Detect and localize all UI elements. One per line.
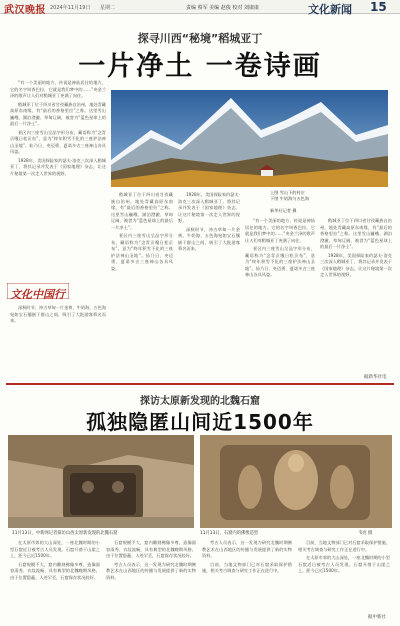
story1-paragraph: “有一个美丽的地方，传说是神仙居住的地方。它的名字叫香巴拉，它就是我们梦中的……”央金兰泽的歌声让人们对稻城亚丁充满了向往。 xyxy=(10,80,106,98)
story1-column-1b xyxy=(10,305,106,375)
section-divider xyxy=(6,383,394,385)
story2-column-3 xyxy=(202,540,292,612)
grotto-photo-interior xyxy=(200,435,392,528)
issue-weekday: 星期二 xyxy=(100,5,116,11)
page-number: 15 xyxy=(370,0,387,14)
photo2-caption-right: 11月13日，石窟内的佛像造型 xyxy=(200,531,259,536)
grotto-photo-exterior xyxy=(8,435,194,528)
story1-column-5 xyxy=(320,218,392,372)
story1-column-4 xyxy=(245,218,315,372)
story1-kicker: 探寻川西“秘境”稻城亚丁 xyxy=(137,32,263,45)
story2-column-1 xyxy=(10,540,100,612)
story1-paragraph: 景区内三座雪山呈品字形分布，藏语称为“念青贡嘎日松贡布”，意为“终年积雪不化的三座护法神山圣地”。仙乃日、央迈勇、夏诺多吉三座神山各具风姿。 xyxy=(10,129,106,154)
story1-column-3 xyxy=(178,192,240,372)
story2-paragraph: 石窟规模不大，窟内雕刻佛像多尊，造像面容清秀、衣纹流畅，具有典型的北魏晚期风格。由于位置隐蔽、人迹罕至，石窟保存状况较好。 xyxy=(106,540,196,558)
grotto-exterior-image xyxy=(8,435,194,528)
story1-paragraph: 深秋时节，冲古草甸一片金黄，牛奶海、五色海宛如宝石镶嵌于群山之间，吸引了大批游客慕名而来。 xyxy=(10,305,106,323)
story1-paragraph: 1928年，美国探险家约瑟夫·洛克三次深入稻城亚丁，将其记录并发表于《国家地理》杂志，让这片秘境第一次走入世界的视野。 xyxy=(178,192,240,223)
masthead xyxy=(0,0,400,14)
photo2-credit: 韦亮 摄 xyxy=(358,531,373,536)
story2-column-4 xyxy=(298,540,390,612)
photo1-caption-line: 下图 牛奶海与五色海 xyxy=(270,196,310,202)
story1-column-2 xyxy=(111,192,173,372)
story2-paragraph: 在太原市郊的大山深处，一座北魏时期的小型石窟近日被考古人员发现。石窟开凿于山崖之上，距今已近1500年。 xyxy=(298,555,390,573)
story2-paragraph: 在太原市郊的大山深处，一座北魏时期的小型石窟近日被考古人员发现。石窟开凿于山崖之上，距今已近1500年。 xyxy=(10,540,100,558)
column-name: 文化中国行 xyxy=(10,288,65,301)
story1-headline: 一片净土 一卷诗画 xyxy=(78,51,322,82)
story1-paragraph: 景区内三座雪山呈品字形分布，藏语称为“念青贡嘎日松贡布”，意为“终年积雪不化的三座护法神山圣地”。仙乃日、央迈勇、夏诺多吉三座神山各具风姿。 xyxy=(111,233,173,271)
story1-paragraph: 稻城亚丁位于四川省甘孜藏族自治州，地处青藏高原东南缘，有“最后的香格里拉”之称。这里雪山巍峨、湖泊澄澈、草甸辽阔，被誉为“蓝色星球上的最后一片净土”。 xyxy=(320,218,392,249)
story2-column-2 xyxy=(106,540,196,612)
story1-paragraph: 稻城亚丁位于四川省甘孜藏族自治州，地处青藏高原东南缘，有“最后的香格里拉”之称。这里雪山巍峨、湖泊澄澈、草甸辽阔，被誉为“蓝色星球上的最后一片净土”。 xyxy=(111,192,173,230)
story2-kicker: 探访太原新发现的北魏石窟 xyxy=(140,396,260,407)
story2-paragraph: 考古人员表示，这一发现为研究北魏时期佛教艺术在山西地区的传播与发展提供了新的实物资料。 xyxy=(106,561,196,580)
story1-paragraph: 1928年，美国探险家约瑟夫·洛克三次深入稻城亚丁，将其记录并发表于《国家地理》杂志，让这片秘境第一次走入世界的视野。 xyxy=(10,157,106,176)
story2-paragraph: 石窟规模不大，窟内雕刻佛像多尊，造像面容清秀、衣纹流畅，具有典型的北魏晚期风格。由于位置隐蔽、人迹罕至，石窟保存状况较好。 xyxy=(10,561,100,580)
mountain-photo xyxy=(111,90,388,187)
story2-source: 据中新社 xyxy=(368,615,386,620)
photo1-credit: 新华社记者 摄 xyxy=(270,208,297,213)
mountain-photo-image xyxy=(111,90,388,187)
story2-paragraph: 考古人员表示，这一发现为研究北魏时期佛教艺术在山西地区的传播与发展提供了新的实物资料。 xyxy=(202,540,292,558)
photo2-caption-left: 11月13日，中新网记者探访山西太原新发现的北魏石窟 xyxy=(12,531,118,536)
story2-paragraph: 目前，当地文物部门已对石窟采取保护措施，相关考古调查与研究工作正在进行中。 xyxy=(298,540,390,552)
grotto-interior-image xyxy=(200,435,392,528)
story1-paragraph: 1928年，美国探险家约瑟夫·洛克三次深入稻城亚丁，将其记录并发表于《国家地理》杂志，让这片秘境第一次走入世界的视野。 xyxy=(320,252,392,277)
story1-paragraph: 深秋时节，冲古草甸一片金黄，牛奶海、五色海宛如宝石镶嵌于群山之间，吸引了大批游客慕名而来。 xyxy=(178,226,240,251)
story1-paragraph: 景区内三座雪山呈品字形分布，藏语称为“念青贡嘎日松贡布”，意为“终年积雪不化的三座护法神山圣地”。仙乃日、央迈勇、夏诺多吉三座神山各具风姿。 xyxy=(245,246,315,277)
issue-date: 2024年11月19日 xyxy=(50,5,91,11)
section-title: 文化新闻 xyxy=(308,3,352,16)
story1-source: 据新华社电 xyxy=(364,375,387,380)
story2-paragraph: 目前，当地文物部门已对石窟采取保护措施，相关考古调查与研究工作正在进行中。 xyxy=(202,561,292,573)
story2-headline: 孤独隐匿山间近1500年 xyxy=(86,410,314,434)
editor-credits: 责编 蔡军 美编 赵俊 校对 刘康康 xyxy=(186,5,259,11)
newspaper-brand: 武汉晚报 xyxy=(4,5,46,16)
story1-paragraph: “有一个美丽的地方，传说是神仙居住的地方。它的名字叫香巴拉，它就是我们梦中的……”央金兰泽的歌声让人们对稻城亚丁充满了向往。 xyxy=(245,218,315,243)
photo1-caption-line: 上图 雪山下的村庄 xyxy=(270,190,305,195)
photo1-caption xyxy=(270,190,390,203)
story1-column-1 xyxy=(10,80,106,280)
story1-paragraph: 稻城亚丁位于四川省甘孜藏族自治州，地处青藏高原东南缘，有“最后的香格里拉”之称。这里雪山巍峨、湖泊澄澈、草甸辽阔，被誉为“蓝色星球上的最后一片净土”。 xyxy=(10,101,106,126)
